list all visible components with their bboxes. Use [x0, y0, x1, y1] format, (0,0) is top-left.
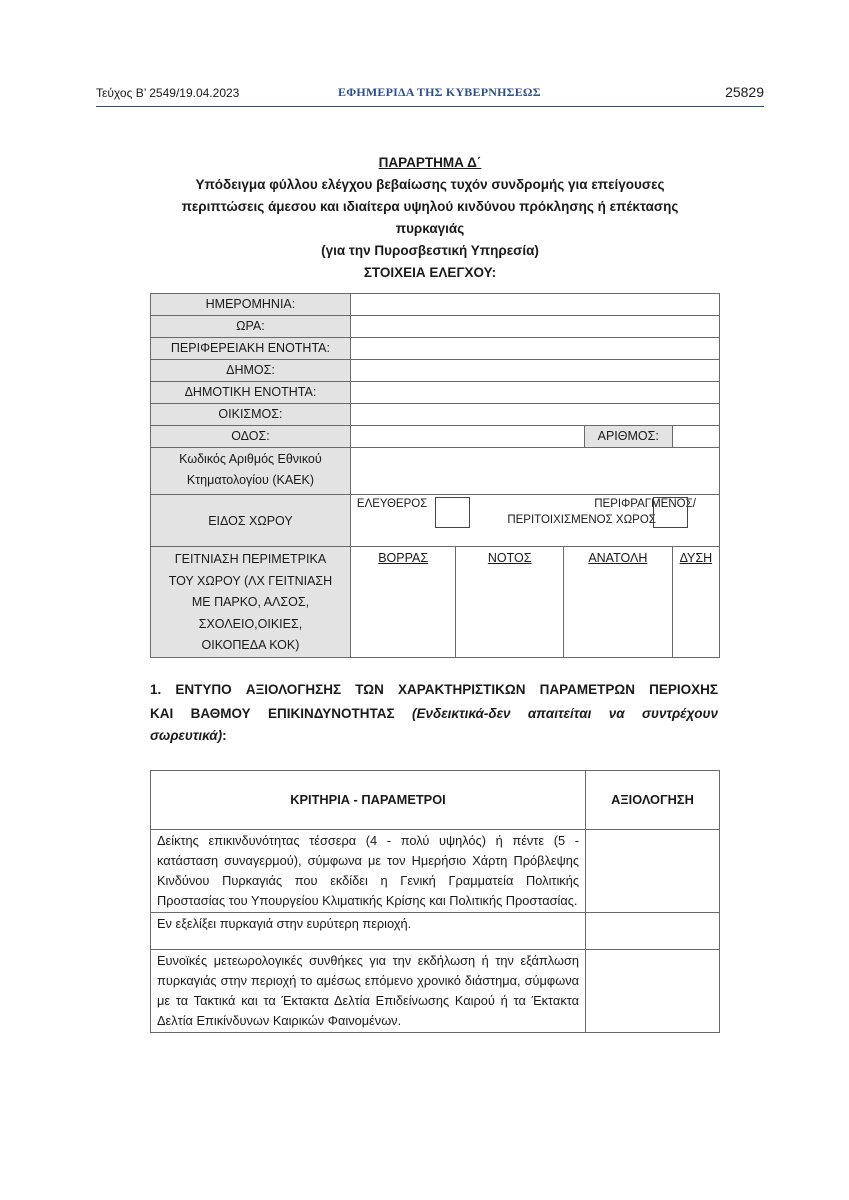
- section1-heading-line2: [150, 702, 718, 726]
- neighbors-label-line: ΟΙΚΟΠΕΔΑ ΚΟΚ): [201, 638, 300, 652]
- section1-heading-line1: [150, 678, 718, 702]
- heading-word: ΕΠΙΚΙΝΔΥΝΟΤΗΤΑΣ: [268, 706, 395, 721]
- heading-word: ΠΕΡΙΟΧΗΣ: [649, 682, 718, 697]
- heading-word: σωρευτικά): [150, 728, 223, 743]
- criterion-row: Εν εξελίξει πυρκαγιά στην ευρύτερη περιοχή.: [151, 913, 586, 950]
- criteria-header: ΚΡΙΤΗΡΙΑ - ΠΑΡΑΜΕΤΡΟΙ: [151, 771, 586, 830]
- heading-word: ΕΝΤΥΠΟ: [175, 682, 232, 697]
- municipality-field[interactable]: [350, 360, 719, 382]
- settlement-field[interactable]: [350, 404, 719, 426]
- evaluation-header: ΑΞΙΟΛΟΓΗΣΗ: [586, 771, 720, 830]
- document-title: [100, 174, 760, 284]
- issue-reference: Τεύχος Β’ 2549/19.04.2023: [96, 86, 240, 100]
- criterion-row: Ευνοϊκές μετεωρολογικές συνθήκες για την εκδήλωση ή την εξάπλωση πυρκαγιάς στην περιοχή το αμέσως επόμενο χρονικό διάστημα, σύμφωνα με τα Τακτικά και τα Έκτακτα Δελτία Επιδείνωσης Καιρού ή τα Έκτακτα Δελτία Επικίνδυνων Καιρικών Φαινομένων.: [151, 950, 586, 1033]
- regional-unit-field[interactable]: [350, 338, 719, 360]
- heading-word: ΚΑΙ: [150, 706, 174, 721]
- date-field[interactable]: [350, 294, 719, 316]
- heading-word: ΑΞΙΟΛΟΓΗΣΗΣ: [245, 682, 342, 697]
- kaek-label: [151, 448, 351, 495]
- neighbors-label: [151, 547, 351, 658]
- page-number: 25829: [725, 84, 764, 100]
- annex-title: ΠΑΡΑΡΤΗΜΑ Δ΄: [378, 155, 482, 170]
- heading-word: (Ενδεικτικά-δεν: [411, 706, 511, 721]
- criteria-table: [150, 770, 720, 1033]
- street-row: [350, 426, 672, 448]
- section-heading: ΣΤΟΙΧΕΙΑ ΕΛΕΓΧΟΥ:: [363, 265, 497, 280]
- regional-unit-label: ΠΕΡΙΦΕΡΕΙΑΚΗ ΕΝΟΤΗΤΑ:: [151, 338, 351, 360]
- south-column[interactable]: ΝΟΤΟΣ: [456, 547, 564, 658]
- west-column[interactable]: ΔΥΣΗ: [672, 547, 719, 658]
- kaek-field[interactable]: [350, 448, 719, 495]
- evaluation-cell[interactable]: [586, 830, 720, 913]
- heading-word: απαιτείται: [527, 706, 592, 721]
- evaluation-cell[interactable]: [586, 950, 720, 1033]
- time-label: ΩΡΑ:: [151, 316, 351, 338]
- north-column[interactable]: ΒΟΡΡΑΣ: [350, 547, 455, 658]
- heading-word: να: [608, 706, 625, 721]
- journal-title: ΕΦΗΜΕΡΙΔΑ ΤΗΣ ΚΥΒΕΡΝΗΣΕΩΣ: [338, 85, 541, 99]
- street-field[interactable]: [351, 426, 584, 447]
- fenced-area-checkbox[interactable]: [653, 497, 688, 528]
- east-column[interactable]: ΑΝΑΤΟΛΗ: [563, 547, 672, 658]
- fenced-area-label-2: ΠΕΡΙΤΟΙΧΙΣΜΕΝΟΣ ΧΩΡΟΣ: [507, 514, 656, 526]
- municipality-label: ΔΗΜΟΣ:: [151, 360, 351, 382]
- section-number: 1.: [150, 682, 162, 697]
- heading-word: ΒΑΘΜΟΥ: [190, 706, 251, 721]
- heading-word: ΤΩΝ: [355, 682, 384, 697]
- neighbors-label-line: ΜΕ ΠΑΡΚΟ, ΑΛΣΟΣ,: [191, 595, 310, 609]
- page-header: [96, 84, 764, 107]
- heading-word: ΧΑΡΑΚΤΗΡΙΣΤΙΚΩΝ: [398, 682, 526, 697]
- heading-colon: :: [222, 728, 227, 743]
- control-data-table: [150, 293, 720, 658]
- area-type-label: ΕΙΔΟΣ ΧΩΡΟΥ: [151, 495, 351, 547]
- neighbors-label-line: ΣΧΟΛΕΙΟ,ΟΙΚΙΕΣ,: [198, 616, 303, 631]
- free-area-checkbox[interactable]: [435, 497, 470, 528]
- kaek-label-line: Κτηματολογίου (ΚΑΕΚ): [186, 473, 314, 487]
- time-field[interactable]: [350, 316, 719, 338]
- street-label: ΟΔΟΣ:: [151, 426, 351, 448]
- number-field[interactable]: [672, 426, 719, 448]
- criterion-row: Δείκτης επικινδυνότητας τέσσερα (4 - πολύ υψηλός) ή πέντε (5 - κατάσταση συναγερμού), σύμφωνα με τον Ημερήσιο Χάρτη Πρόβλεψης Κινδύνου Πυρκαγιάς που εκδίδει η Γενική Γραμματεία Πολιτικής Προστασίας του Υπουργείου Κλιματικής Κρίσης και Πολιτικής Προστασίας.: [151, 830, 586, 913]
- settlement-label: ΟΙΚΙΣΜΟΣ:: [151, 404, 351, 426]
- heading-word: συντρέχουν: [642, 706, 718, 721]
- title-line: περιπτώσεις άμεσου και ιδιαίτερα υψηλού κινδύνου πρόκλησης ή επέκτασης: [181, 199, 679, 214]
- neighbors-label-line: ΓΕΙΤΝΙΑΣΗ ΠΕΡΙΜΕΤΡΙΚΑ: [174, 552, 327, 566]
- neighbors-label-line: ΤΟΥ ΧΩΡΟΥ (ΛΧ ΓΕΙΤΝΙΑΣΗ: [168, 573, 333, 588]
- fenced-area-label-1: ΠΕΡΙΦΡΑΓΜΕΝΟΣ/: [594, 498, 696, 510]
- title-line: πυρκαγιάς: [395, 221, 465, 236]
- date-label: ΗΜΕΡΟΜΗΝΙΑ:: [151, 294, 351, 316]
- municipal-unit-field[interactable]: [350, 382, 719, 404]
- title-line: Υπόδειγμα φύλλου ελέγχου βεβαίωσης τυχόν συνδρομής για επείγουσες: [195, 177, 665, 192]
- number-label: ΑΡΙΘΜΟΣ:: [584, 426, 672, 447]
- kaek-label-line: Κωδικός Αριθμός Εθνικού: [179, 452, 322, 466]
- area-type-cell: [350, 495, 719, 547]
- heading-word: ΠΑΡΑΜΕΤΡΩΝ: [539, 682, 635, 697]
- section1-heading-line3: [150, 724, 718, 748]
- title-line: (για την Πυροσβεστική Υπηρεσία): [321, 243, 539, 258]
- evaluation-cell[interactable]: [586, 913, 720, 950]
- free-area-label: ΕΛΕΥΘΕΡΟΣ: [356, 498, 428, 510]
- municipal-unit-label: ΔΗΜΟΤΙΚΗ ΕΝΟΤΗΤΑ:: [151, 382, 351, 404]
